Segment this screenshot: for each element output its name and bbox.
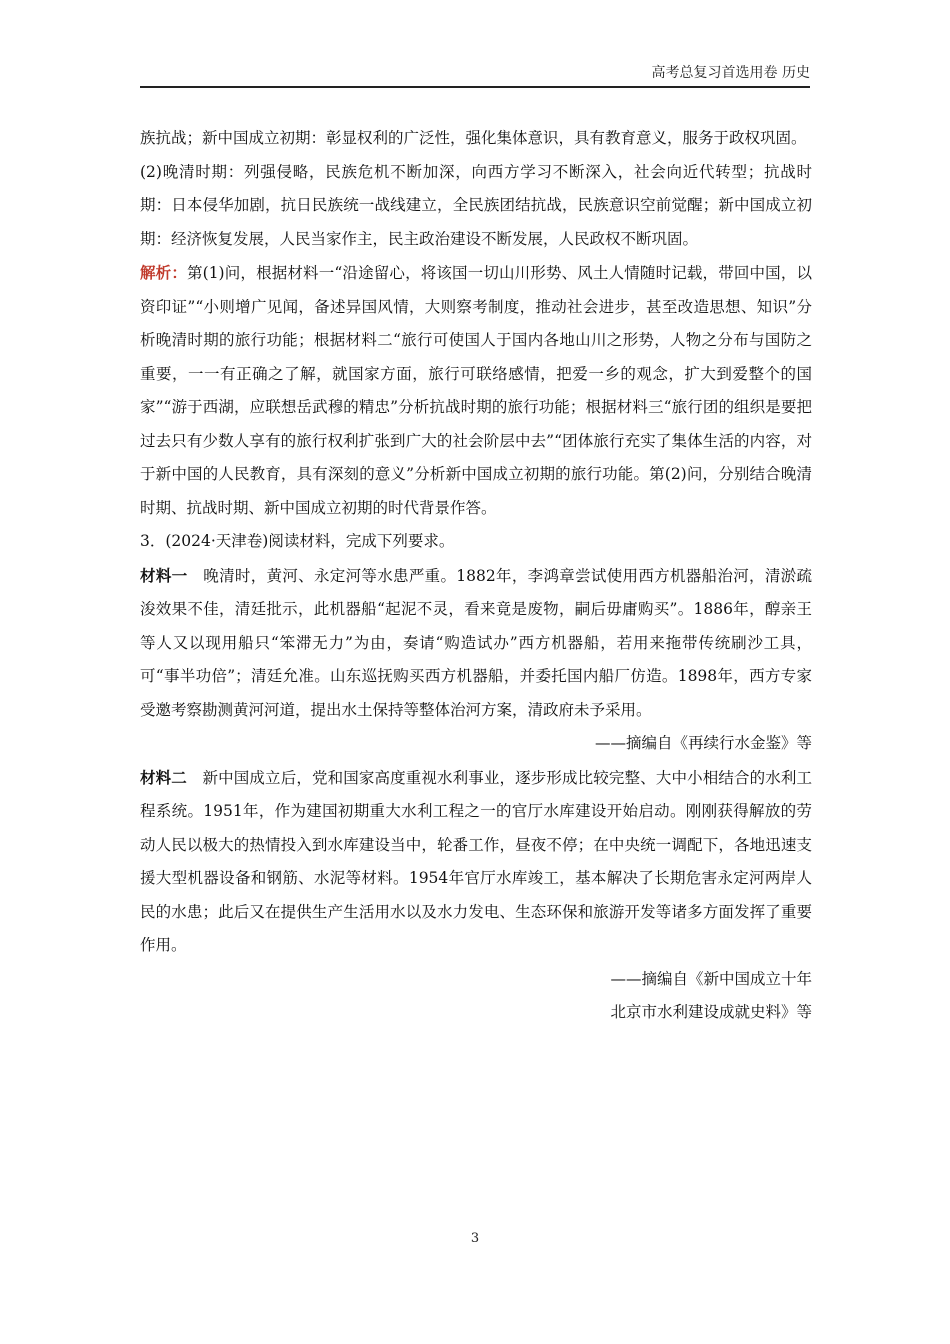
header-title: 高考总复习首选用卷 历史 [651, 65, 810, 81]
material2-paragraph [140, 761, 812, 963]
material2-source-line2: 北京市水利建设成就史料》等 [610, 1003, 812, 1021]
page-header [140, 62, 810, 88]
analysis-label: 解析： [140, 263, 187, 282]
analysis-paragraph [140, 256, 812, 525]
answer-part2: (2)晚清时期：列强侵略，民族危机不断加深，向西方学习不断深入，社会向近代转型；抗战时期：日本侵华加剧，抗日民族统一战线建立，全民族团结抗战，民族意识空前觉醒；新中国成立初期：经济恢复发展，人民当家作主，民主政治建设不断发展，人民政权不断巩固。 [140, 162, 812, 248]
answer-part1-tail: 族抗战；新中国成立初期：彰显权利的广泛性，强化集体意识，具有教育意义，服务于政权巩固。 [140, 129, 807, 147]
material1-label: 材料一 [140, 565, 188, 585]
material1-paragraph [140, 559, 812, 728]
page-content [140, 122, 812, 1030]
material2-source-line1: ——摘编自《新中国成立十年 [610, 969, 812, 988]
material1-source: ——摘编自《再续行水金鉴》等 [594, 734, 812, 752]
material1-text: 晚清时，黄河、永定河等水患严重。1882年，李鸿章尝试使用西方机器船治河，清淤疏浚效果不佳，清廷批示，此机器船“起泥不灵，看来竟是废物，嗣后毋庸购买”。1886年，醇亲王等人又以现用船只“笨滞无力”为由，奏请“购造试办”西方机器船，若用来拖带传统刷沙工具，可“事半功倍”；清廷允准。山东巡抚购买西方机器船，并委托国内船厂仿造。1898年，西方专家受邀考察勘测黄河河道，提出水土保持等整体治河方案，清政府未予采用。 [140, 566, 812, 719]
material2-text: 新中国成立后，党和国家高度重视水利事业，逐步形成比较完整、大中小相结合的水利工程系统。1951年，作为建国初期重大水利工程之一的官厅水库建设开始启动。刚刚获得解放的劳动人民以极大的热情投入到水库建设当中，轮番工作，昼夜不停；在中央统一调配下，各地迅速支援大型机器设备和钢筋、水泥等材料。1954年官厅水库竣工，基本解决了长期危害永定河两岸人民的水患；此后又在提供生产生活用水以及水力发电、生态环保和旅游开发等诸多方面发挥了重要作用。 [140, 768, 812, 954]
page-number: 3 [470, 1231, 480, 1246]
analysis-text: 第(1)问，根据材料一“沿途留心，将该国一切山川形势、风土人情随时记载，带回中国，以资印证”“小则增广见闻，备述异国风情，大则察考制度，推动社会进步，甚至改造思想、知识”分析晚清时期的旅行功能；根据材料二“旅行可使国人于国内各地山川之形势，人物之分布与国防之重要，一一有正确之了解，就国家方面，旅行可联络感情，把爱一乡的观念，扩大到爱整个的国家”“游于西湖，应联想岳武穆的精忠”分析抗战时期的旅行功能；根据材料三“旅行团的组织是要把过去只有少数人享有的旅行权利扩张到广大的社会阶层中去”“团体旅行充实了集体生活的内容，对于新中国的人民教育，具有深刻的意义”分析新中国成立初期的旅行功能。第(2)问，分别结合晚清时期、抗战时期、新中国成立初期的时代背景作答。 [140, 264, 812, 517]
question3-stem: 3．(2024·天津卷)阅读材料，完成下列要求。 [140, 532, 455, 550]
material2-label: 材料二 [140, 767, 187, 787]
